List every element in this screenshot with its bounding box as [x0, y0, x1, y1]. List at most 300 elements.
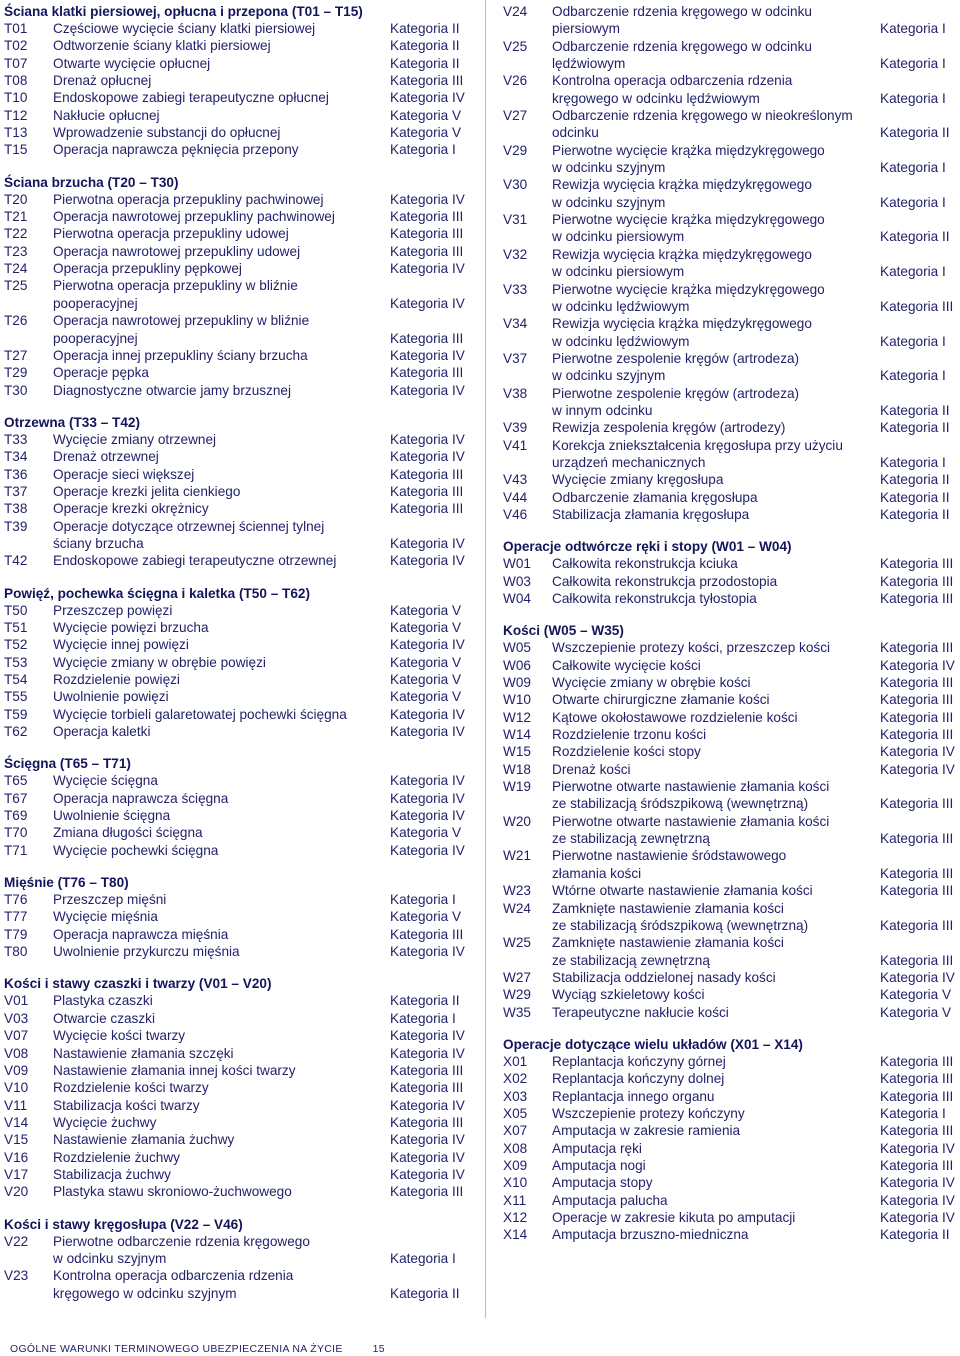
procedure-description-line: ze stabilizacją śródszpikową (wewnętrzną): [552, 917, 809, 933]
procedure-description-line: w odcinku piersiowym: [552, 264, 685, 280]
procedure-description: [552, 726, 956, 743]
procedure-description: [552, 315, 956, 350]
procedure-description: [53, 225, 466, 242]
procedure-row: [4, 842, 466, 859]
procedure-code: T07: [4, 55, 28, 71]
procedure-category: Kategoria III: [880, 692, 954, 708]
procedure-description-line: Operacje krezki okrężnicy: [53, 501, 209, 517]
procedure-row: [503, 506, 956, 523]
procedure-category: Kategoria V: [880, 1004, 952, 1020]
procedure-description-line: Otwarte chirurgiczne złamanie kości: [552, 692, 770, 708]
procedure-description: [53, 772, 466, 789]
section-title: Ściana klatki piersiowej, opłucna i przepona (T01 – T15): [4, 4, 363, 19]
procedure-section: [503, 3, 956, 523]
procedure-description-line: Nastawienie złamania szczęki: [53, 1045, 234, 1061]
procedure-category: Kategoria IV: [880, 657, 955, 673]
procedure-description: [552, 350, 956, 385]
procedure-description-line: Otwarcie czaszki: [53, 1010, 155, 1026]
procedure-code: V17: [4, 1166, 29, 1182]
procedure-code: V37: [503, 350, 528, 366]
procedure-description: [552, 555, 956, 572]
procedure-category: Kategoria III: [880, 675, 954, 691]
procedure-row: [4, 1233, 466, 1268]
procedure-description: [53, 636, 466, 653]
procedure-category: Kategoria III: [390, 926, 464, 942]
procedure-code: X09: [503, 1157, 528, 1173]
procedure-category: Kategoria I: [880, 1105, 946, 1121]
procedure-description-line: Amputacja stopy: [552, 1175, 653, 1191]
procedure-description: [552, 385, 956, 420]
procedure-code: T36: [4, 466, 28, 482]
procedure-description: [53, 1097, 466, 1114]
procedure-row: [4, 992, 466, 1009]
procedure-category: Kategoria III: [880, 796, 954, 812]
procedure-description: [53, 654, 466, 671]
procedure-code: W15: [503, 744, 531, 760]
procedure-section: [4, 414, 466, 570]
procedure-description-line: Nastawienie złamania innej kości twarzy: [53, 1062, 296, 1078]
procedure-code: V29: [503, 142, 528, 158]
procedure-description: [53, 1267, 466, 1302]
procedure-description-line: Operacja innej przepukliny ściany brzucha: [53, 347, 308, 363]
procedure-category: Kategoria IV: [390, 382, 465, 398]
procedure-code: V10: [4, 1080, 29, 1096]
procedure-category: Kategoria IV: [880, 1192, 955, 1208]
procedure-row: [4, 347, 466, 364]
procedure-code: T69: [4, 808, 28, 824]
procedure-code: V30: [503, 177, 528, 193]
procedure-row: [4, 448, 466, 465]
procedure-row: [503, 246, 956, 281]
procedure-description: [53, 483, 466, 500]
procedure-section: [4, 174, 466, 399]
procedure-code: T22: [4, 226, 28, 242]
procedure-description-line: Stabilizacja kości twarzy: [53, 1097, 200, 1113]
procedure-code: T25: [4, 278, 28, 294]
procedure-category: Kategoria IV: [390, 724, 465, 740]
procedure-row: [503, 743, 956, 760]
procedure-description: [552, 72, 956, 107]
procedure-row: [4, 312, 466, 347]
page-footer: [10, 1343, 385, 1355]
section-title: Kości i stawy kręgosłupa (V22 – V46): [4, 1216, 243, 1232]
procedure-code: X10: [503, 1175, 528, 1191]
procedure-category: Kategoria III: [880, 709, 954, 725]
procedure-code: T55: [4, 689, 28, 705]
procedure-description-line: lędźwiowym: [552, 56, 626, 72]
procedure-row: [503, 315, 956, 350]
procedure-category: Kategoria III: [880, 1053, 954, 1069]
procedure-description-line: Przeszczep mięśni: [53, 892, 167, 908]
procedure-description-line: ze stabilizacją śródszpikową (wewnętrzną): [552, 796, 809, 812]
procedure-description: [552, 489, 956, 506]
procedure-row: [4, 431, 466, 448]
procedure-row: [4, 688, 466, 705]
procedure-row: [4, 671, 466, 688]
procedure-description-line: Wtórne otwarte nastawienie złamania kości: [552, 883, 813, 899]
procedure-code: V44: [503, 489, 528, 505]
procedure-category: Kategoria IV: [390, 535, 465, 551]
procedure-row: [503, 211, 956, 246]
procedure-code: W14: [503, 727, 531, 743]
procedure-description-line: Pierwotne nastawienie śródstawowego: [552, 848, 787, 864]
procedure-description-line: ściany brzucha: [53, 535, 144, 551]
procedure-code: V14: [4, 1114, 29, 1130]
procedure-category: Kategoria III: [880, 1088, 954, 1104]
procedure-code: W35: [503, 1004, 531, 1020]
procedure-description-line: Wycięcie zmiany kręgosłupa: [552, 472, 724, 488]
column-divider: [485, 0, 486, 1318]
procedure-row: [503, 1004, 956, 1021]
procedure-description: [552, 847, 956, 882]
procedure-code: T38: [4, 501, 28, 517]
procedure-description-line: Przeszczep powięzi: [53, 602, 173, 618]
procedure-category: Kategoria V: [390, 825, 462, 841]
procedure-row: [4, 1267, 466, 1302]
procedure-category: Kategoria III: [880, 573, 954, 589]
procedure-category: Kategoria I: [390, 142, 456, 158]
procedure-row: [4, 364, 466, 381]
procedure-description: [53, 1079, 466, 1096]
procedure-description-line: Wyciąg szkieletowy kości: [552, 987, 705, 1003]
procedure-description: [552, 1157, 956, 1174]
procedure-row: [4, 1010, 466, 1027]
procedure-description: [552, 419, 956, 436]
procedure-code: T80: [4, 944, 28, 960]
procedure-description-line: Pierwotne wycięcie krążka międzykręgowego: [552, 142, 825, 158]
procedure-category: Kategoria V: [390, 602, 462, 618]
procedure-code: X01: [503, 1053, 528, 1069]
procedure-category: Kategoria V: [390, 619, 462, 635]
procedure-description-line: Wprowadzenie substancji do opłucnej: [53, 125, 281, 141]
procedure-description: [53, 723, 466, 740]
procedure-code: T20: [4, 191, 28, 207]
procedure-category: Kategoria IV: [880, 969, 955, 985]
procedure-row: [503, 986, 956, 1003]
procedure-description-line: Otwarte wycięcie opłucnej: [53, 55, 211, 71]
procedure-description: [53, 619, 466, 636]
procedure-description-line: Operacje w zakresie kikuta po amputacji: [552, 1210, 796, 1225]
procedure-category: Kategoria V: [390, 672, 462, 687]
procedure-row: [4, 191, 466, 208]
section-title: Mięśnie (T76 – T80): [4, 875, 129, 891]
procedure-code: X14: [503, 1227, 528, 1243]
procedure-code: W19: [503, 779, 531, 795]
procedure-code: T12: [4, 107, 28, 123]
procedure-code: V07: [4, 1028, 29, 1044]
procedure-category: Kategoria I: [880, 56, 946, 72]
procedure-category: Kategoria IV: [390, 1097, 465, 1113]
procedure-row: [503, 761, 956, 778]
procedure-description-line: Kontrolna operacja odbarczenia rdzenia: [53, 1268, 294, 1284]
procedure-category: Kategoria I: [880, 160, 946, 176]
procedure-description-line: Zamknięte nastawienie złamania kości: [552, 935, 784, 951]
procedure-code: T30: [4, 382, 28, 398]
procedure-description: [53, 500, 466, 517]
procedure-category: Kategoria IV: [390, 1166, 465, 1182]
procedure-description: [53, 552, 466, 569]
procedure-code: W10: [503, 692, 531, 708]
procedure-row: [4, 1045, 466, 1062]
procedure-description-line: Uwolnienie przykurczu mięśnia: [53, 944, 240, 960]
procedure-category: Kategoria I: [880, 368, 946, 384]
procedure-description-line: piersiowym: [552, 21, 620, 37]
procedure-description-line: Wszczepienie protezy kończyny: [552, 1105, 745, 1121]
procedure-description-line: Rewizja wycięcia krążka międzykręgowego: [552, 246, 812, 262]
procedure-code: V09: [4, 1062, 29, 1078]
procedure-description: [552, 142, 956, 177]
procedure-category: Kategoria IV: [390, 295, 465, 311]
procedure-description: [53, 908, 466, 925]
procedure-description-line: Rozdzielenie powięzi: [53, 672, 180, 687]
procedure-category: Kategoria II: [390, 993, 460, 1009]
procedure-description-line: Amputacja w zakresie ramienia: [552, 1123, 741, 1139]
procedure-description-line: Diagnostyczne otwarcie jamy brzusznej: [53, 382, 291, 398]
procedure-code: W27: [503, 969, 531, 985]
procedure-description: [53, 431, 466, 448]
procedure-description: [552, 1226, 956, 1243]
procedure-row: [4, 260, 466, 277]
procedure-row: [503, 969, 956, 986]
procedure-category: Kategoria IV: [390, 90, 465, 106]
procedure-row: [4, 20, 466, 37]
procedure-description: [53, 842, 466, 859]
procedure-description-line: Replantacja kończyny dolnej: [552, 1071, 725, 1087]
procedure-code: T51: [4, 619, 28, 635]
procedure-description-line: Rozdzielenie żuchwy: [53, 1149, 180, 1165]
procedure-row: [503, 385, 956, 420]
procedure-code: T77: [4, 909, 28, 925]
procedure-description: [552, 211, 956, 246]
procedure-description-line: Pierwotne zespolenie kręgów (artrodeza): [552, 385, 800, 401]
procedure-category: Kategoria II: [880, 402, 950, 418]
procedure-description: [53, 141, 466, 158]
procedure-row: [503, 674, 956, 691]
procedure-code: W21: [503, 848, 531, 864]
procedure-description: [53, 790, 466, 807]
procedure-code: W06: [503, 657, 531, 673]
procedure-code: W03: [503, 573, 531, 589]
procedure-description-line: Nakłucie opłucnej: [53, 107, 160, 123]
procedure-category: Kategoria III: [390, 330, 464, 346]
procedure-code: T23: [4, 243, 28, 259]
procedure-description: [53, 260, 466, 277]
procedure-code: V38: [503, 385, 528, 401]
procedure-row: [4, 943, 466, 960]
procedure-description-line: Replantacja kończyny górnej: [552, 1053, 726, 1069]
procedure-category: Kategoria III: [390, 1184, 464, 1200]
procedure-description: [552, 743, 956, 760]
section-title: Kości i stawy czaszki i twarzy (V01 – V20): [4, 976, 272, 992]
procedure-code: V26: [503, 73, 528, 89]
procedure-description: [53, 943, 466, 960]
procedure-code: X03: [503, 1088, 528, 1104]
procedure-description: [552, 3, 956, 38]
procedure-description: [53, 72, 466, 89]
procedure-description: [552, 1070, 956, 1087]
procedure-category: Kategoria IV: [390, 1149, 465, 1165]
procedure-category: Kategoria IV: [880, 761, 955, 777]
procedure-category: Kategoria III: [390, 209, 464, 225]
procedure-row: [4, 124, 466, 141]
procedure-description-line: Pierwotna operacja przepukliny w bliźnie: [53, 278, 298, 294]
procedure-code: V34: [503, 316, 528, 332]
procedure-code: W23: [503, 883, 531, 899]
procedure-description: [552, 657, 956, 674]
procedure-category: Kategoria III: [880, 883, 954, 899]
procedure-row: [503, 142, 956, 177]
procedure-description-line: złamania kości: [552, 865, 642, 881]
procedure-description: [53, 807, 466, 824]
procedure-code: T02: [4, 38, 28, 54]
procedure-category: Kategoria II: [880, 506, 950, 522]
procedure-description-line: Całkowita rekonstrukcja tyłostopia: [552, 591, 757, 606]
procedure-description: [552, 1122, 956, 1139]
procedure-description-line: Odtworzenie ściany klatki piersiowej: [53, 38, 271, 54]
procedure-description-line: Odbarczenie rdzenia kręgowego w odcinku: [552, 4, 812, 19]
procedure-description-line: Pierwotne otwarte nastawienie złamania kości: [552, 779, 830, 795]
procedure-code: W01: [503, 556, 531, 572]
procedure-row: [503, 3, 956, 38]
procedure-description: [53, 124, 466, 141]
procedure-description-line: Operacja naprawcza pęknięcia przepony: [53, 142, 299, 158]
procedure-description-line: Drenaż opłucnej: [53, 73, 152, 89]
procedure-description: [53, 466, 466, 483]
procedure-description-line: Replantacja innego organu: [552, 1088, 715, 1104]
procedure-description-line: Wycięcie pochewki ścięgna: [53, 842, 219, 858]
procedure-description-line: Plastyka stawu skroniowo-żuchwowego: [53, 1184, 292, 1200]
procedure-category: Kategoria III: [390, 1062, 464, 1078]
procedure-code: T13: [4, 125, 28, 141]
procedure-description-line: Odbarczenie złamania kręgosłupa: [552, 489, 758, 505]
procedure-code: T27: [4, 347, 28, 363]
procedure-row: [503, 1209, 956, 1226]
procedure-description: [552, 176, 956, 211]
procedure-description: [53, 1027, 466, 1044]
procedure-description: [53, 312, 466, 347]
footer-title: OGÓLNE WARUNKI TERMINOWEGO UBEZPIECZENIA NA ŻYCIE: [10, 1343, 343, 1355]
procedure-description-line: Operacja przepukliny pępkowej: [53, 261, 242, 277]
procedure-category: Kategoria IV: [390, 1045, 465, 1061]
procedure-row: [4, 807, 466, 824]
procedure-category: Kategoria II: [880, 229, 950, 245]
procedure-description-line: Endoskopowe zabiegi terapeutyczne otrzewnej: [53, 553, 337, 569]
procedure-section: [4, 755, 466, 859]
procedure-description: [552, 506, 956, 523]
procedure-description: [552, 437, 956, 472]
procedure-description-line: w odcinku szyjnym: [53, 1250, 167, 1266]
procedure-category: Kategoria III: [390, 243, 464, 259]
procedure-row: [503, 1088, 956, 1105]
procedure-row: [503, 590, 956, 607]
procedure-description-line: Plastyka czaszki: [53, 993, 153, 1009]
procedure-category: Kategoria IV: [390, 347, 465, 363]
procedure-row: [4, 891, 466, 908]
procedure-description-line: pooperacyjnej: [53, 295, 138, 311]
procedure-description: [53, 1045, 466, 1062]
procedure-code: V20: [4, 1184, 29, 1200]
procedure-description: [552, 1209, 956, 1226]
procedure-description: [552, 246, 956, 281]
procedure-description-line: Endoskopowe zabiegi terapeutyczne opłucnej: [53, 90, 329, 106]
procedure-category: Kategoria II: [390, 38, 460, 54]
procedure-code: T59: [4, 706, 28, 722]
procedure-description: [53, 706, 466, 723]
procedure-description: [53, 37, 466, 54]
procedure-category: Kategoria I: [880, 90, 946, 106]
procedure-code: V43: [503, 472, 528, 488]
procedure-code: V11: [4, 1097, 28, 1113]
procedure-code: W20: [503, 813, 531, 829]
procedure-code: T37: [4, 483, 28, 499]
procedure-category: Kategoria III: [880, 640, 954, 656]
procedure-category: Kategoria IV: [390, 553, 465, 569]
procedure-description-line: Częściowe wycięcie ściany klatki piersiowej: [53, 21, 316, 36]
procedure-code: V16: [4, 1149, 29, 1165]
procedure-code: V15: [4, 1132, 29, 1148]
procedure-category: Kategoria III: [880, 1123, 954, 1139]
procedure-row: [503, 1192, 956, 1209]
procedure-category: Kategoria IV: [390, 191, 465, 207]
procedure-row: [503, 813, 956, 848]
section-title: Ściana brzucha (T20 – T30): [4, 174, 179, 190]
procedure-category: Kategoria I: [390, 1010, 456, 1026]
procedure-description-line: Korekcja zniekształcenia kręgosłupa przy użyciu: [552, 437, 843, 453]
procedure-description-line: Wycięcie żuchwy: [53, 1114, 157, 1130]
procedure-row: [4, 552, 466, 569]
procedure-description: [552, 573, 956, 590]
procedure-code: X05: [503, 1105, 528, 1121]
procedure-code: T10: [4, 90, 28, 106]
procedure-description-line: w odcinku szyjnym: [552, 160, 666, 176]
procedure-description: [53, 347, 466, 364]
procedure-category: Kategoria V: [390, 107, 462, 123]
section-title: Kości (W05 – W35): [503, 623, 624, 639]
procedure-description-line: Operacja kaletki: [53, 724, 151, 740]
procedure-row: [4, 602, 466, 619]
procedure-row: [4, 55, 466, 72]
procedure-description-line: Wycięcie torbieli galaretowatej pochewki ścięgna: [53, 706, 347, 722]
procedure-row: [503, 1157, 956, 1174]
procedure-description-line: Wycięcie kości twarzy: [53, 1028, 186, 1044]
procedure-description-line: Operacja nawrotowej przepukliny udowej: [53, 243, 301, 259]
procedure-category: Kategoria IV: [880, 1210, 955, 1225]
procedure-description-line: Rozdzielenie trzonu kości: [552, 727, 707, 743]
procedure-description: [53, 1233, 466, 1268]
procedure-code: W25: [503, 935, 531, 951]
procedure-description: [53, 107, 466, 124]
procedure-section: [4, 874, 466, 960]
procedure-description: [552, 709, 956, 726]
procedure-description-line: w odcinku szyjnym: [552, 368, 666, 384]
procedure-category: Kategoria IV: [390, 449, 465, 465]
procedure-description-line: Stabilizacja złamania kręgosłupa: [552, 506, 750, 522]
procedure-row: [503, 38, 956, 73]
procedure-description: [552, 1004, 956, 1021]
procedure-section: [4, 975, 466, 1200]
procedure-category: Kategoria IV: [390, 431, 465, 447]
procedure-description-line: Wycięcie zmiany otrzewnej: [53, 431, 217, 447]
procedure-description: [552, 882, 956, 899]
procedure-description: [53, 1166, 466, 1183]
procedure-code: W24: [503, 900, 531, 916]
procedure-description-line: Wycięcie powięzi brzucha: [53, 619, 209, 635]
procedure-category: Kategoria V: [390, 689, 462, 705]
procedure-category: Kategoria III: [390, 466, 464, 482]
procedure-category: Kategoria II: [880, 420, 950, 436]
procedure-description-line: ze stabilizacją zewnętrzną: [552, 952, 710, 968]
procedure-code: T42: [4, 553, 28, 569]
